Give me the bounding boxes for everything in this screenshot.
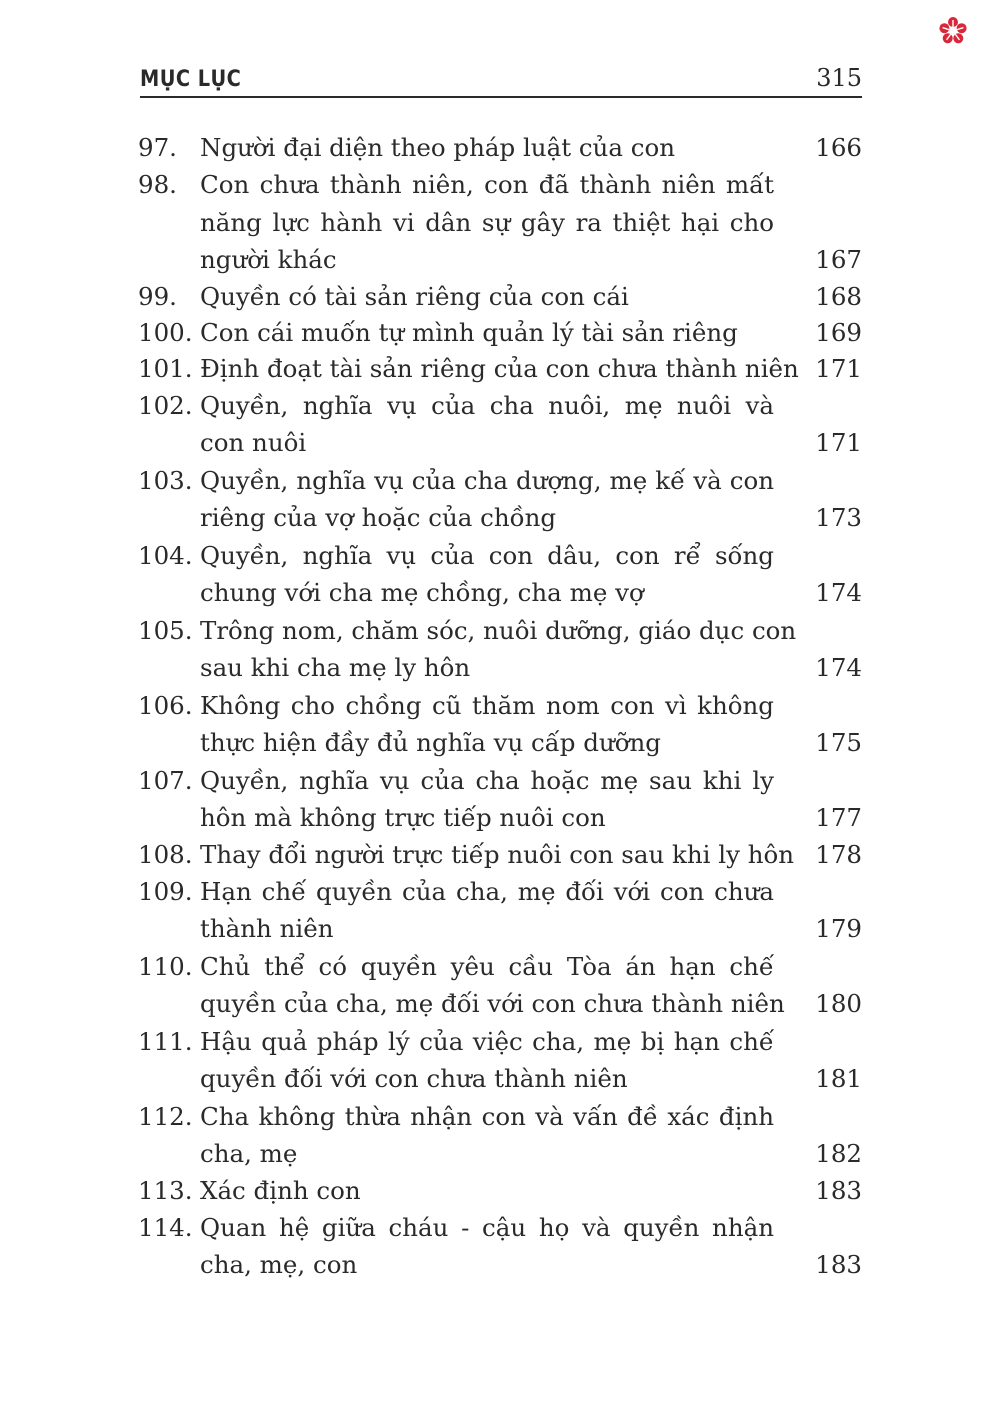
table-of-contents	[138, 130, 862, 1284]
toc-entry-title-line: con nuôi	[200, 428, 307, 457]
toc-entry-number: 97.	[138, 133, 177, 162]
toc-entry-number: 108.	[138, 839, 193, 869]
toc-entry-number: 105.	[138, 615, 193, 645]
toc-entry-number: 111.	[138, 1026, 193, 1056]
toc-entry-page: 168	[815, 281, 862, 311]
toc-entry-title-line: Hậu quả pháp lý của việc cha, mẹ bị hạn chế	[200, 1026, 774, 1056]
page-header	[140, 58, 862, 98]
toc-entry-title-line: Quyền, nghĩa vụ của cha nuôi, mẹ nuôi và	[200, 390, 774, 420]
toc-entry-title-line: Quan hệ giữa cháu - cậu họ và quyền nhận	[200, 1212, 774, 1242]
toc-entry-number: 112.	[138, 1101, 193, 1131]
toc-entry-title	[200, 387, 774, 462]
toc-entry-page: 180	[815, 989, 862, 1018]
toc-entry-title-line: thành niên	[200, 914, 334, 943]
toc-entry-title-line: chung với cha mẹ chồng, cha mẹ vợ	[200, 578, 644, 607]
toc-entry-title-line: Hạn chế quyền của cha, mẹ đối với con chưa	[200, 876, 774, 906]
toc-entry-title-line: quyền đối với con chưa thành niên	[200, 1064, 628, 1093]
toc-entry	[138, 130, 862, 166]
toc-entry	[138, 837, 862, 873]
toc-entry-title	[200, 279, 774, 315]
toc-entry	[138, 1173, 862, 1209]
toc-entry	[138, 462, 862, 537]
toc-entry-number: 98.	[138, 170, 177, 199]
toc-entry-title-line: Quyền, nghĩa vụ của cha hoặc mẹ sau khi ly	[200, 765, 774, 795]
toc-entry-page: 177	[815, 803, 862, 832]
toc-entry-number: 104.	[138, 540, 193, 570]
toc-entry-number: 99.	[138, 281, 177, 311]
toc-entry-page: 173	[815, 503, 862, 532]
toc-entry-number: 107.	[138, 765, 193, 795]
toc-entry	[138, 537, 862, 612]
toc-entry-number: 114.	[138, 1212, 193, 1242]
toc-entry-title-line: người khác	[200, 245, 337, 274]
toc-entry	[138, 762, 862, 837]
toc-entry	[138, 687, 862, 762]
toc-entry-page: 179	[815, 914, 862, 943]
toc-entry-number: 113.	[138, 1175, 193, 1205]
toc-entry-number: 110.	[138, 951, 193, 981]
toc-entry	[138, 351, 862, 387]
toc-entry-page: 171	[815, 428, 862, 457]
toc-entry	[138, 612, 862, 687]
toc-entry-page: 183	[815, 1250, 862, 1279]
toc-entry-title-line: thực hiện đầy đủ nghĩa vụ cấp dưỡng	[200, 728, 661, 757]
toc-entry-title	[200, 948, 785, 1023]
toc-entry-title-line: cha, mẹ	[200, 1139, 298, 1168]
toc-entry-title	[200, 687, 774, 762]
toc-entry	[138, 948, 862, 1023]
section-title: MỤC LỤC	[140, 67, 242, 92]
toc-entry-title	[200, 873, 774, 948]
toc-entry-page: 178	[815, 839, 862, 869]
toc-entry-number: 109.	[138, 876, 193, 906]
toc-entry-title	[200, 1023, 774, 1098]
toc-entry-title-line: cha, mẹ, con	[200, 1250, 358, 1279]
toc-entry-page: 175	[815, 728, 862, 757]
toc-entry-title-line: Trông nom, chăm sóc, nuôi dưỡng, giáo dục con	[200, 615, 797, 645]
toc-entry	[138, 1098, 862, 1173]
flower-logo-icon	[938, 16, 968, 46]
toc-entry-title-line: Quyền, nghĩa vụ của cha dượng, mẹ kế và con	[200, 465, 774, 495]
toc-entry-title-line: năng lực hành vi dân sự gây ra thiệt hại cho	[200, 207, 774, 237]
toc-entry-title	[200, 130, 774, 166]
toc-entry-title-line: quyền của cha, mẹ đối với con chưa thành niên	[200, 989, 785, 1018]
toc-entry-page: 182	[815, 1139, 862, 1168]
toc-entry-number: 100.	[138, 317, 193, 347]
toc-entry	[138, 315, 862, 351]
toc-entry-title	[200, 1173, 774, 1209]
toc-entry	[138, 1023, 862, 1098]
toc-entry-page: 183	[815, 1175, 862, 1205]
toc-entry-title-line: Thay đổi người trực tiếp nuôi con sau khi ly hôn	[200, 839, 795, 869]
toc-entry-page: 169	[815, 317, 862, 347]
toc-entry	[138, 873, 862, 948]
toc-entry	[138, 166, 862, 279]
toc-entry-title-line: riêng của vợ hoặc của chồng	[200, 503, 557, 532]
toc-entry-title-line: Người đại diện theo pháp luật của con	[200, 133, 675, 162]
toc-entry	[138, 1209, 862, 1284]
toc-entry-title-line: Không cho chồng cũ thăm nom con vì không	[200, 690, 774, 720]
toc-entry-title-line: sau khi cha mẹ ly hôn	[200, 653, 471, 682]
toc-entry-page: 171	[815, 353, 862, 383]
toc-entry-page: 174	[815, 578, 862, 607]
toc-entry-title	[200, 166, 774, 279]
toc-entry-title	[200, 315, 774, 351]
toc-entry-page: 167	[815, 245, 862, 274]
toc-entry-title	[200, 762, 774, 837]
page-number: 315	[816, 64, 862, 92]
toc-entry-number: 101.	[138, 353, 193, 383]
toc-entry-title	[200, 462, 774, 537]
toc-entry-title-line: Định đoạt tài sản riêng của con chưa thành niên	[200, 353, 799, 383]
toc-entry-title	[200, 1098, 774, 1173]
toc-entry-title-line: hôn mà không trực tiếp nuôi con	[200, 803, 606, 832]
toc-entry-title	[200, 837, 795, 873]
toc-entry-title-line: Quyền, nghĩa vụ của con dâu, con rể sống	[200, 540, 774, 570]
toc-entry-title	[200, 612, 797, 687]
toc-entry-title-line: Cha không thừa nhận con và vấn đề xác định	[200, 1101, 774, 1131]
toc-entry-title	[200, 537, 774, 612]
toc-entry-title-line: Con chưa thành niên, con đã thành niên mất	[200, 170, 774, 199]
toc-entry-page: 174	[815, 653, 862, 682]
toc-entry-title-line: Quyền có tài sản riêng của con cái	[200, 281, 629, 311]
toc-entry-number: 102.	[138, 390, 193, 420]
toc-entry	[138, 279, 862, 315]
toc-entry	[138, 387, 862, 462]
toc-entry-number: 106.	[138, 690, 193, 720]
toc-entry-page: 166	[815, 133, 862, 162]
toc-entry-title-line: Con cái muốn tự mình quản lý tài sản riêng	[200, 317, 738, 347]
toc-entry-page: 181	[815, 1064, 862, 1093]
toc-entry-number: 103.	[138, 465, 193, 495]
toc-entry-title	[200, 351, 799, 387]
toc-entry-title-line: Xác định con	[200, 1175, 361, 1205]
toc-entry-title	[200, 1209, 774, 1284]
toc-entry-title-line: Chủ thể có quyền yêu cầu Tòa án hạn chế	[200, 951, 774, 981]
